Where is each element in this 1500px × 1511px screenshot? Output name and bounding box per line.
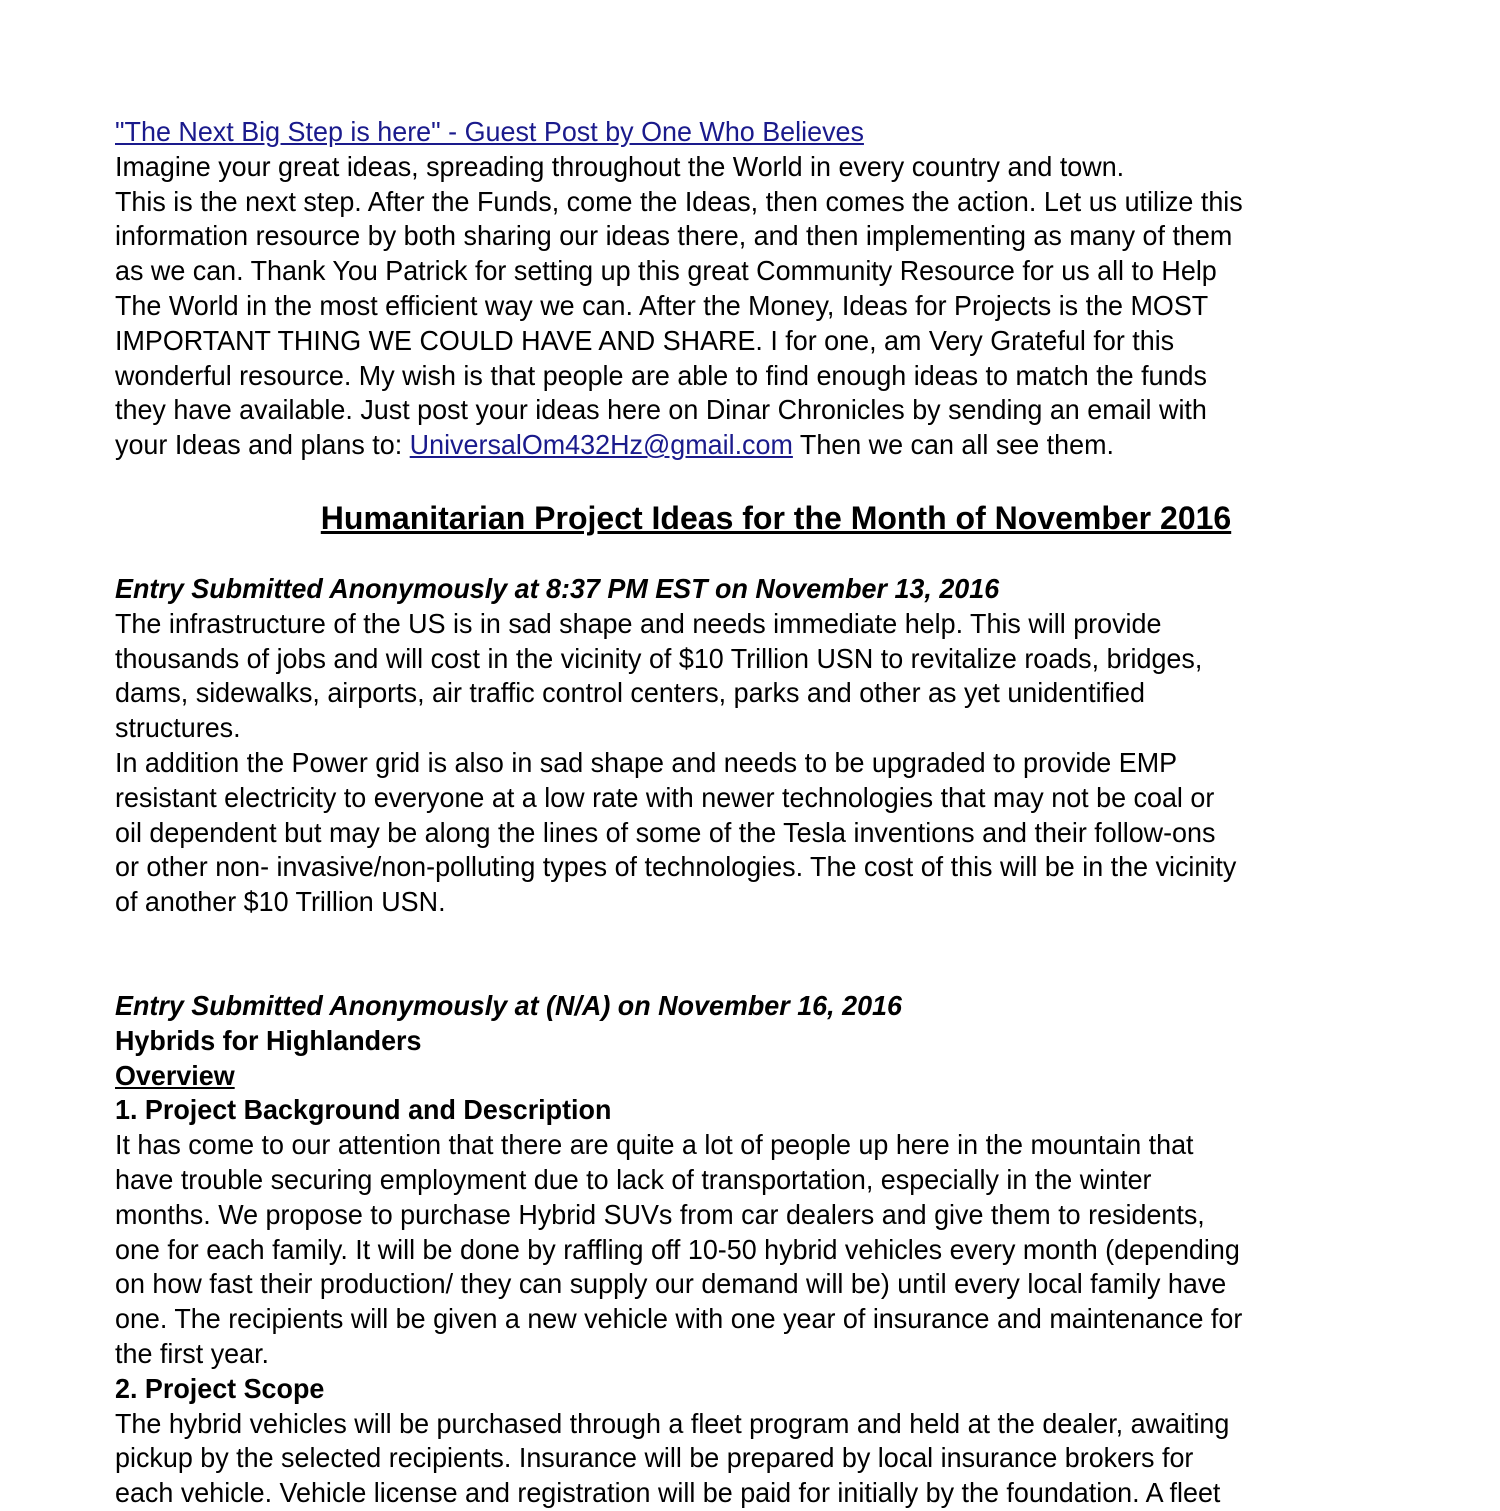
- text-line: IMPORTANT THING WE COULD HAVE AND SHARE. I for one, am Very Grateful for this: [115, 324, 1175, 356]
- text-line: have trouble securing employment due to lack of transportation, especially in the winter: [115, 1163, 1152, 1195]
- text-line: thousands of jobs and will cost in the vicinity of $10 Trillion USN to revitalize roads, bridges,: [115, 642, 1203, 674]
- entry2-title: Hybrids for Highlanders: [115, 1024, 422, 1056]
- text-line: resistant electricity to everyone at a low rate with newer technologies that may not be coal or: [115, 781, 1215, 813]
- text-line: In addition the Power grid is also in sad shape and needs to be upgraded to provide EMP: [115, 746, 1178, 778]
- intro-paragraph: [115, 150, 1415, 428]
- entry1-header: Entry Submitted Anonymously at 8:37 PM EST on November 13, 2016: [115, 572, 1000, 604]
- text-line: pickup by the selected recipients. Insurance will be prepared by local insurance brokers for: [115, 1442, 1194, 1474]
- text-line: on how fast their production/ they can supply our demand will be) until every local family have: [115, 1268, 1227, 1300]
- overview-heading: Overview: [115, 1059, 235, 1091]
- text-line: dams, sidewalks, airports, air traffic control centers, parks and other as yet unidentified: [115, 677, 1145, 709]
- text-line: they have available. Just post your ideas here on Dinar Chronicles by sending an email with: [115, 394, 1207, 426]
- text-line: as we can. Thank You Patrick for setting up this great Community Resource for us all to Help: [115, 255, 1217, 287]
- text-line: structures.: [115, 712, 241, 744]
- intro-last-line: your Ideas and plans to: UniversalOm432Hz@gmail.com Then we can all see them.: [115, 429, 1114, 461]
- text-line: information resource by both sharing our ideas there, and then implementing as many of them: [115, 220, 1233, 252]
- page-heading: Humanitarian Project Ideas for the Month of November 2016: [320, 499, 1232, 536]
- text-line: It has come to our attention that there are quite a lot of people up here in the mountain that: [115, 1129, 1194, 1161]
- entry2-header: Entry Submitted Anonymously at (N/A) on November 16, 2016: [115, 989, 902, 1021]
- guest-post-link[interactable]: "The Next Big Step is here" - Guest Post by One Who Believes: [115, 116, 864, 147]
- text-line: each vehicle. Vehicle license and registration will be paid for initially by the foundation. A fleet: [115, 1477, 1221, 1509]
- document-page: [115, 115, 1415, 1511]
- text-line: the first year.: [115, 1337, 270, 1369]
- text-line: oil dependent but may be along the lines of some of the Tesla inventions and their follow-ons: [115, 816, 1216, 848]
- text-line: This is the next step. After the Funds, come the Ideas, then comes the action. Let us utilize this: [115, 185, 1243, 217]
- text-line: or other non- invasive/non-polluting types of technologies. The cost of this will be in the vicinity: [115, 851, 1237, 883]
- text-line: months. We propose to purchase Hybrid SUVs from car dealers and give them to residents,: [115, 1198, 1205, 1230]
- text-line: The infrastructure of the US is in sad shape and needs immediate help. This will provide: [115, 607, 1162, 639]
- text-line: of another $10 Trillion USN.: [115, 886, 446, 918]
- text-line: Imagine your great ideas, spreading throughout the World in every country and town.: [115, 150, 1125, 182]
- text-line: The hybrid vehicles will be purchased through a fleet program and held at the dealer, awaiting: [115, 1407, 1230, 1439]
- section2-body: [115, 1407, 1415, 1511]
- entry1-body: [115, 607, 1415, 920]
- text-line: wonderful resource. My wish is that people are able to find enough ideas to match the funds: [115, 359, 1207, 391]
- section1-body: [115, 1128, 1415, 1372]
- text-line: The World in the most efficient way we can. After the Money, Ideas for Projects is the MOST: [115, 289, 1209, 321]
- section1-heading: 1. Project Background and Description: [115, 1094, 612, 1126]
- text-line: one. The recipients will be given a new vehicle with one year of insurance and maintenance for: [115, 1303, 1243, 1335]
- email-link[interactable]: UniversalOm432Hz@gmail.com: [409, 429, 793, 461]
- text-line: one for each family. It will be done by raffling off 10-50 hybrid vehicles every month (depending: [115, 1233, 1240, 1265]
- section2-heading: 2. Project Scope: [115, 1372, 325, 1404]
